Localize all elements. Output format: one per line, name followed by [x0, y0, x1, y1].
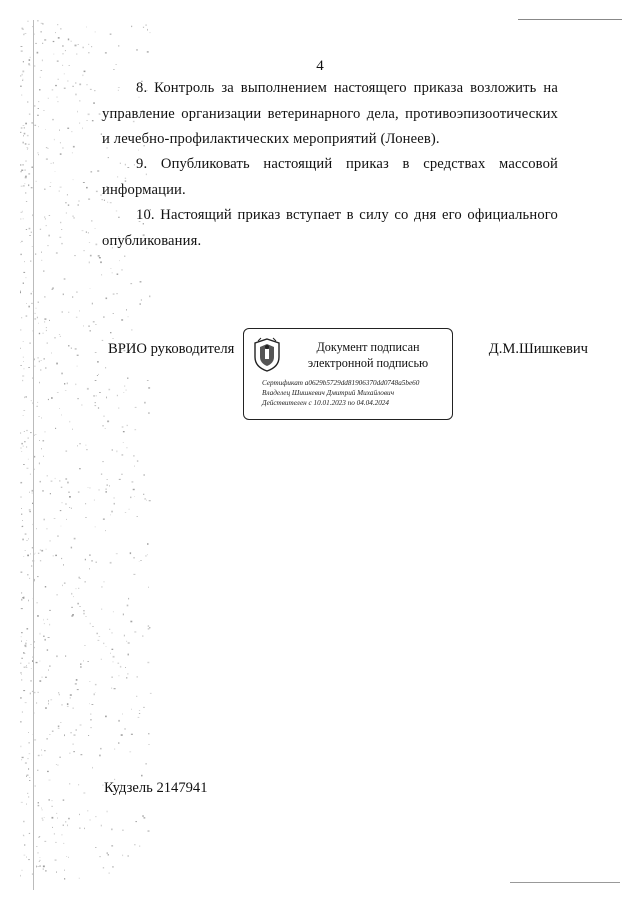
- executor-info: Кудзель 2147941: [104, 780, 208, 796]
- signatory-position: ВРИО руководителя: [108, 341, 235, 357]
- scan-edge-line: [33, 20, 34, 890]
- stamp-heading-line-1: Документ подписан: [316, 340, 420, 354]
- paragraph-8: 8. Контроль за выполнением настоящего приказа возложить на управление организации ветеринарного дела, противоэпизоотических и лечебно-профилактических мероприятий (Лонеев).: [102, 80, 558, 147]
- stamp-validity: Действителен с 10.01.2023 по 04.04.2024: [262, 399, 389, 407]
- stamp-heading: [288, 339, 448, 371]
- page-number: 4: [316, 58, 324, 74]
- coat-of-arms-icon: [252, 337, 282, 373]
- stamp-heading-line-2: электронной подписью: [307, 356, 429, 370]
- scan-bottom-line: [510, 882, 620, 883]
- stamp-certificate: Сертификат a0629b5729dd81906370dd0748a5be60: [262, 379, 420, 387]
- paragraph-10: 10. Настоящий приказ вступает в силу со дня его официального опубликования.: [102, 207, 558, 249]
- stamp-owner: Владелец Шишкевич Дмитрий Михайлович: [262, 389, 395, 397]
- scan-top-line: [518, 19, 622, 20]
- signatory-name: Д.М.Шишкевич: [488, 341, 588, 357]
- paragraph-9: 9. Опубликовать настоящий приказ в средствах массовой информации.: [102, 156, 558, 198]
- electronic-signature-stamp: [243, 328, 453, 420]
